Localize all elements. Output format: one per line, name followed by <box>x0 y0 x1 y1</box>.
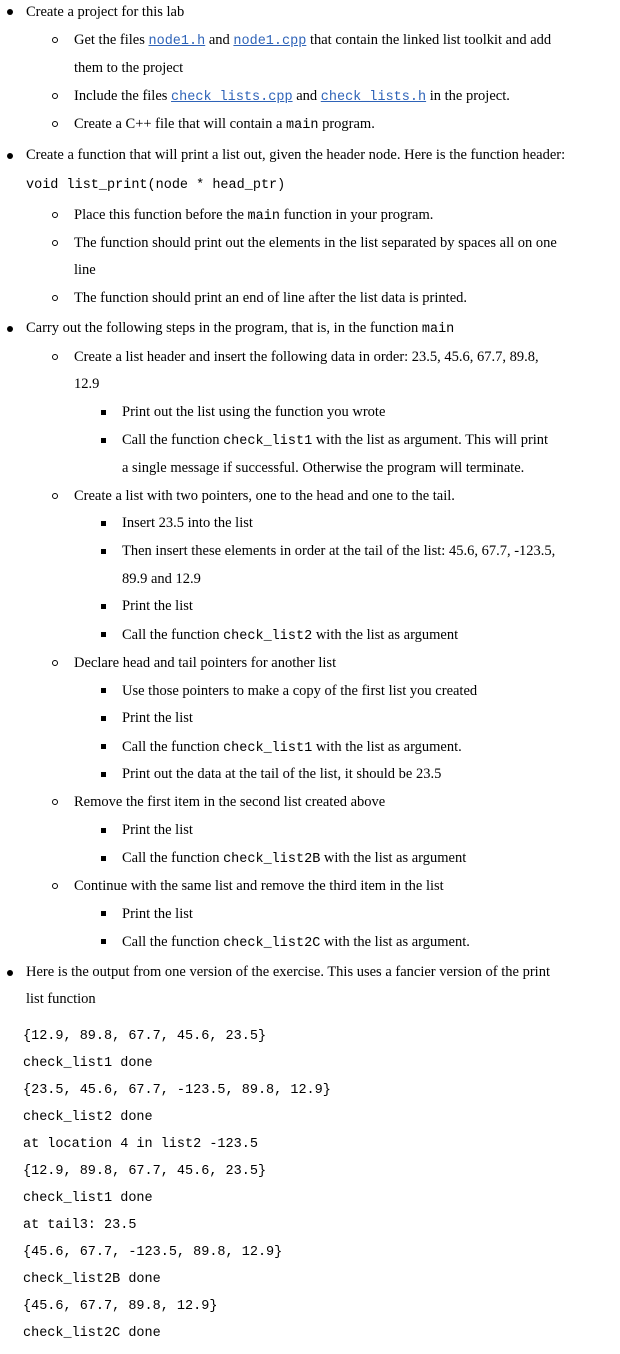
step-text: Call the function check_list2B with the list as argument <box>122 850 467 867</box>
sub-bullet-circle <box>52 93 58 99</box>
sub-sub-bullet-square <box>101 604 106 609</box>
bullet-text: Carry out the following steps in the program, that is, in the function main <box>26 320 455 337</box>
output-line: check_list2 done <box>23 1110 153 1125</box>
output-line: at location 4 in list2 -123.5 <box>23 1137 258 1152</box>
sub-item-text: Include the files check_lists.cpp and check_lists.h in the project. <box>74 88 510 105</box>
step-text: Then insert these elements in order at the tail of the list: 45.6, 67.7, -123.5, <box>122 543 556 559</box>
sub-item-continued: them to the project <box>74 60 184 76</box>
sub-sub-bullet-square <box>101 521 106 526</box>
sub-item-text: Create a list with two pointers, one to the head and one to the tail. <box>74 488 455 504</box>
bullet-continued: list function <box>26 991 96 1007</box>
sub-sub-bullet-square <box>101 828 106 833</box>
sub-item-continued: line <box>74 262 96 278</box>
sub-sub-bullet-square <box>101 716 106 721</box>
step-text: Call the function check_list1 with the list as argument. This will print <box>122 432 549 449</box>
sub-sub-bullet-square <box>101 911 106 916</box>
sub-item-text: The function should print an end of line after the list data is printed. <box>74 290 468 306</box>
bullet-text: Here is the output from one version of the exercise. This uses a fancier version of the print <box>26 964 550 980</box>
sub-item-text: Remove the first item in the second list created above <box>74 794 386 810</box>
sub-bullet-circle <box>52 883 58 889</box>
sub-sub-bullet-square <box>101 772 106 777</box>
sub-sub-bullet-square <box>101 410 106 415</box>
step-continued: 89.9 and 12.9 <box>122 571 201 587</box>
output-line: {45.6, 67.7, -123.5, 89.8, 12.9} <box>23 1245 283 1260</box>
check-lists-cpp-link[interactable]: check_lists.cpp <box>171 90 293 105</box>
sub-sub-bullet-square <box>101 688 106 693</box>
sub-bullet-circle <box>52 37 58 43</box>
sub-item-text: Declare head and tail pointers for another list <box>74 655 337 671</box>
bullet-text: Create a project for this lab <box>26 4 185 20</box>
output-line: check_list2C done <box>23 1326 161 1341</box>
sub-sub-bullet-square <box>101 856 106 861</box>
sub-sub-bullet-square <box>101 744 106 749</box>
step-text: Print out the data at the tail of the list, it should be 23.5 <box>122 766 442 782</box>
step-text: Print the list <box>122 598 193 614</box>
output-line: at tail3: 23.5 <box>23 1218 137 1233</box>
step-text: Call the function check_list2 with the list as argument <box>122 627 459 644</box>
sub-bullet-circle <box>52 799 58 805</box>
sub-bullet-circle <box>52 212 58 218</box>
output-line: {12.9, 89.8, 67.7, 45.6, 23.5} <box>23 1164 267 1179</box>
step-text: Print out the list using the function you wrote <box>122 404 386 420</box>
sub-item-text: Create a list header and insert the following data in order: 23.5, 45.6, 67.7, 89.8, <box>74 349 539 365</box>
output-line: {45.6, 67.7, 89.8, 12.9} <box>23 1299 218 1314</box>
sub-bullet-circle <box>52 240 58 246</box>
sub-sub-bullet-square <box>101 939 106 944</box>
step-text: Print the list <box>122 822 193 838</box>
function-header-code: void list_print(node * head_ptr) <box>26 178 286 193</box>
step-text: Call the function check_list1 with the list as argument. <box>122 739 462 756</box>
step-text: Call the function check_list2C with the list as argument. <box>122 934 470 951</box>
step-text: Print the list <box>122 710 193 726</box>
sub-item-text: Continue with the same list and remove the third item in the list <box>74 878 444 894</box>
bullet-dot <box>7 326 13 332</box>
output-line: check_list1 done <box>23 1191 153 1206</box>
node1-cpp-link[interactable]: node1.cpp <box>233 34 307 49</box>
sub-sub-bullet-square <box>101 438 106 443</box>
sub-item-continued: 12.9 <box>74 376 100 392</box>
output-line: check_list1 done <box>23 1056 153 1071</box>
step-text: Use those pointers to make a copy of the first list you created <box>122 683 478 699</box>
sub-bullet-circle <box>52 295 58 301</box>
node1-h-link[interactable]: node1.h <box>148 34 206 49</box>
output-line: check_list2B done <box>23 1272 161 1287</box>
output-line: {12.9, 89.8, 67.7, 45.6, 23.5} <box>23 1029 267 1044</box>
output-line: {23.5, 45.6, 67.7, -123.5, 89.8, 12.9} <box>23 1083 331 1098</box>
sub-bullet-circle <box>52 121 58 127</box>
bullet-dot <box>7 9 13 15</box>
sub-item-text: The function should print out the elements in the list separated by spaces all on one <box>74 235 557 251</box>
sub-bullet-circle <box>52 493 58 499</box>
sub-sub-bullet-square <box>101 549 106 554</box>
sub-bullet-circle <box>52 660 58 666</box>
step-continued: a single message if successful. Otherwise the program will terminate. <box>122 460 525 476</box>
step-text: Print the list <box>122 906 193 922</box>
sub-sub-bullet-square <box>101 632 106 637</box>
sub-item-text: Create a C++ file that will contain a main program. <box>74 116 375 133</box>
sub-bullet-circle <box>52 354 58 360</box>
bullet-dot <box>7 970 13 976</box>
bullet-dot <box>7 153 13 159</box>
check-lists-h-link[interactable]: check_lists.h <box>320 90 427 105</box>
step-text: Insert 23.5 into the list <box>122 515 253 531</box>
bullet-text: Create a function that will print a list out, given the header node. Here is the function header: <box>26 147 566 163</box>
sub-item-text: Get the files node1.h and node1.cpp that contain the linked list toolkit and add <box>74 32 552 49</box>
sub-item-text: Place this function before the main function in your program. <box>74 207 434 224</box>
